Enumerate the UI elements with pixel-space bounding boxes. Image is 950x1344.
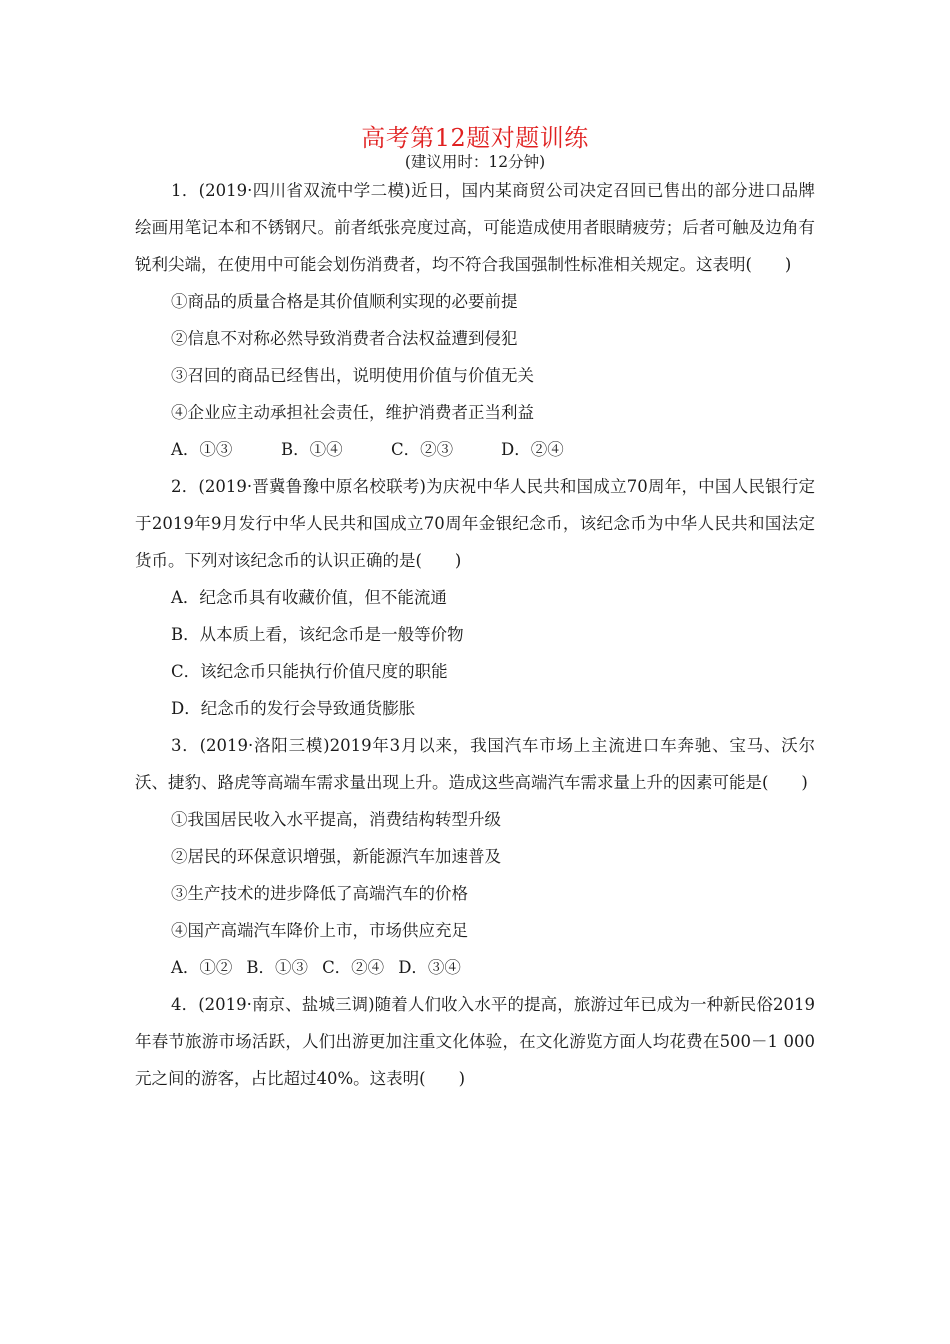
statement-item: ②居民的环保意识增强，新能源汽车加速普及 [171, 847, 501, 866]
question-stem: 2．(2019·晋冀鲁豫中原名校联考)为庆祝中华人民共和国成立70周年，中国人民银行定于2019年9月发行中华人民共和国成立70周年金银纪念币，该纪念币为中华人民共和国法定货币。下列对该纪念币的认识正确的是( ) [135, 477, 815, 570]
option-d: D．③④ [398, 958, 461, 977]
option-c: C．该纪念币只能执行价值尺度的职能 [171, 662, 448, 681]
option-a: A．①② [171, 958, 233, 977]
statement-item: ④企业应主动承担社会责任，维护消费者正当利益 [171, 403, 534, 422]
option-d: D．②④ [501, 440, 564, 459]
option-d: D．纪念币的发行会导致通货膨胀 [171, 699, 416, 718]
option-c: C．②④ [322, 958, 385, 977]
statement-item: ②信息不对称必然导致消费者合法权益遭到侵犯 [171, 329, 518, 348]
answer-options [135, 949, 815, 986]
statement-item: ④国产高端汽车降价上市，市场供应充足 [171, 921, 468, 940]
question-stem: 1．(2019·四川省双流中学二模)近日，国内某商贸公司决定召回已售出的部分进口品牌绘画用笔记本和不锈钢尺。前者纸张亮度过高，可能造成使用者眼睛疲劳；后者可触及边角有锐利尖端，在使用中可能会划伤消费者，均不符合我国强制性标准相关规定。这表明( ) [135, 181, 815, 274]
question-3 [135, 727, 815, 986]
option-c: C．②③ [391, 440, 454, 459]
answer-options [135, 431, 815, 468]
question-stem: 4．(2019·南京、盐城三调)随着人们收入水平的提高，旅游过年已成为一种新民俗2019年春节旅游市场活跃，人们出游更加注重文化体验，在文化游览方面人均花费在500－1 000元之间的游客，占比超过40%。这表明( ) [135, 995, 815, 1088]
page-subtitle: (建议用时：12分钟) [404, 153, 546, 171]
question-2 [135, 468, 815, 727]
question-4 [135, 986, 815, 1097]
option-a: A．①③ [171, 440, 233, 459]
statement-item: ①商品的质量合格是其价值顺利实现的必要前提 [171, 292, 518, 311]
option-b: B．①④ [281, 440, 343, 459]
question-stem: 3．(2019·洛阳三模)2019年3月以来，我国汽车市场上主流进口车奔驰、宝马、沃尔沃、捷豹、路虎等高端车需求量出现上升。造成这些高端汽车需求量上升的因素可能是( ) [135, 736, 815, 792]
option-b: B．①③ [246, 958, 309, 977]
statement-item: ③生产技术的进步降低了高端汽车的价格 [171, 884, 468, 903]
page-title: 高考第12题对题训练 [361, 124, 589, 152]
question-list [135, 172, 815, 1097]
question-1 [135, 172, 815, 468]
option-a: A．纪念币具有收藏价值，但不能流通 [171, 588, 447, 607]
statement-item: ③召回的商品已经售出，说明使用价值与价值无关 [171, 366, 534, 385]
option-b: B．从本质上看，该纪念币是一般等价物 [171, 625, 464, 644]
statement-item: ①我国居民收入水平提高，消费结构转型升级 [171, 810, 501, 829]
